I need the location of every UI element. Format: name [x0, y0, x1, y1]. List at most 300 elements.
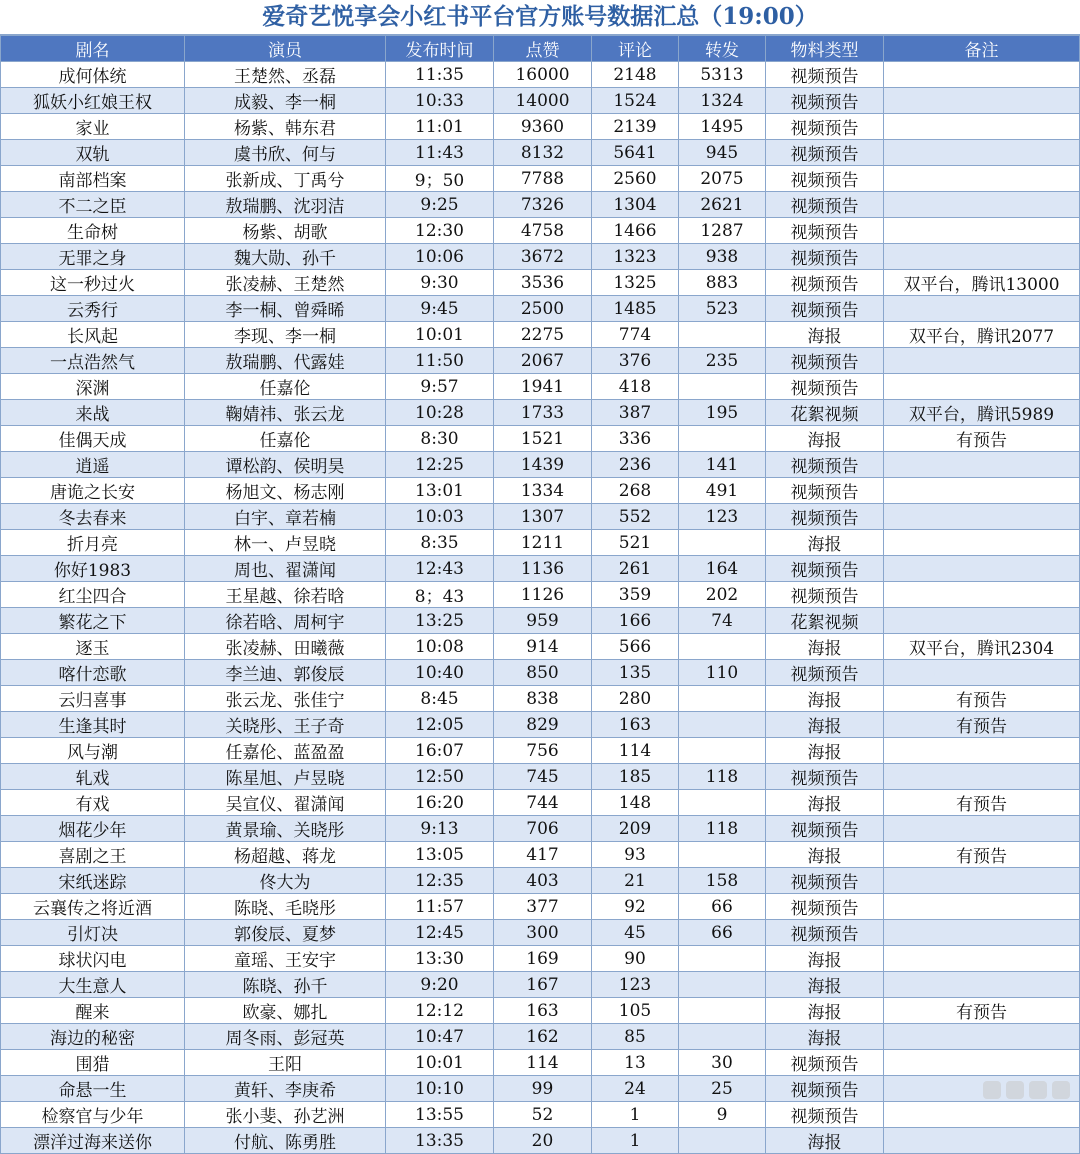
cell-shares [679, 712, 766, 738]
table-row [1, 114, 1080, 140]
cell-likes: 2275 [494, 322, 592, 348]
cell-notes [884, 608, 1080, 634]
cell-title: 生逢其时 [1, 712, 185, 738]
cell-likes: 1307 [494, 504, 592, 530]
cell-actors: 白宇、章若楠 [185, 504, 386, 530]
cell-notes [884, 114, 1080, 140]
cell-publish-time: 12:05 [386, 712, 494, 738]
cell-material-type: 海报 [766, 530, 884, 556]
cell-title: 宋纸迷踪 [1, 868, 185, 894]
cell-publish-time: 13:35 [386, 1128, 494, 1154]
cell-actors: 鞠婧祎、张云龙 [185, 400, 386, 426]
cell-likes: 756 [494, 738, 592, 764]
cell-actors: 张新成、丁禹兮 [185, 166, 386, 192]
cell-shares: 66 [679, 920, 766, 946]
cell-material-type: 视频预告 [766, 1050, 884, 1076]
cell-publish-time: 12:43 [386, 556, 494, 582]
cell-likes: 914 [494, 634, 592, 660]
table-row [1, 374, 1080, 400]
cell-actors: 王楚然、丞磊 [185, 62, 386, 88]
cell-shares: 110 [679, 660, 766, 686]
table-row [1, 452, 1080, 478]
cell-likes: 20 [494, 1128, 592, 1154]
watermark-mark [1029, 1081, 1047, 1099]
cell-title: 无罪之身 [1, 244, 185, 270]
cell-notes: 双平台，腾讯5989 [884, 400, 1080, 426]
cell-actors: 任嘉伦、蓝盈盈 [185, 738, 386, 764]
table-row [1, 192, 1080, 218]
cell-comments: 418 [592, 374, 679, 400]
cell-comments: 261 [592, 556, 679, 582]
cell-actors: 杨紫、韩东君 [185, 114, 386, 140]
cell-title: 长风起 [1, 322, 185, 348]
table-row [1, 504, 1080, 530]
cell-material-type: 视频预告 [766, 764, 884, 790]
cell-material-type: 视频预告 [766, 62, 884, 88]
cell-comments: 166 [592, 608, 679, 634]
cell-publish-time: 8:30 [386, 426, 494, 452]
watermark [983, 1081, 1070, 1099]
cell-likes: 850 [494, 660, 592, 686]
table-row [1, 868, 1080, 894]
cell-likes: 417 [494, 842, 592, 868]
cell-title: 冬去春来 [1, 504, 185, 530]
cell-notes [884, 192, 1080, 218]
cell-publish-time: 11:43 [386, 140, 494, 166]
cell-publish-time: 11:01 [386, 114, 494, 140]
cell-comments: 92 [592, 894, 679, 920]
cell-actors: 徐若晗、周柯宇 [185, 608, 386, 634]
header-row [1, 36, 1080, 62]
cell-shares: 491 [679, 478, 766, 504]
cell-title: 检察官与少年 [1, 1102, 185, 1128]
cell-likes: 1126 [494, 582, 592, 608]
table-row [1, 608, 1080, 634]
cell-material-type: 视频预告 [766, 1102, 884, 1128]
cell-likes: 163 [494, 998, 592, 1024]
cell-likes: 3536 [494, 270, 592, 296]
cell-title: 云秀行 [1, 296, 185, 322]
cell-comments: 336 [592, 426, 679, 452]
table-row [1, 738, 1080, 764]
cell-shares [679, 426, 766, 452]
watermark-mark [983, 1081, 1001, 1099]
cell-material-type: 视频预告 [766, 816, 884, 842]
cell-likes: 8132 [494, 140, 592, 166]
cell-likes: 16000 [494, 62, 592, 88]
cell-notes [884, 218, 1080, 244]
cell-material-type: 海报 [766, 972, 884, 998]
cell-material-type: 视频预告 [766, 894, 884, 920]
cell-actors: 任嘉伦 [185, 374, 386, 400]
cell-material-type: 花絮视频 [766, 608, 884, 634]
cell-notes [884, 946, 1080, 972]
cell-publish-time: 8；43 [386, 582, 494, 608]
cell-material-type: 视频预告 [766, 192, 884, 218]
cell-comments: 5641 [592, 140, 679, 166]
cell-comments: 21 [592, 868, 679, 894]
cell-comments: 387 [592, 400, 679, 426]
cell-comments: 135 [592, 660, 679, 686]
cell-material-type: 海报 [766, 1024, 884, 1050]
cell-title: 红尘四合 [1, 582, 185, 608]
cell-actors: 周也、翟潇闻 [185, 556, 386, 582]
cell-title: 家业 [1, 114, 185, 140]
cell-actors: 成毅、李一桐 [185, 88, 386, 114]
table-row [1, 426, 1080, 452]
cell-publish-time: 13:01 [386, 478, 494, 504]
cell-actors: 欧豪、娜扎 [185, 998, 386, 1024]
cell-publish-time: 12:30 [386, 218, 494, 244]
cell-likes: 99 [494, 1076, 592, 1102]
cell-notes [884, 894, 1080, 920]
cell-actors: 黄轩、李庚希 [185, 1076, 386, 1102]
cell-notes: 有预告 [884, 998, 1080, 1024]
cell-actors: 童瑶、王安宇 [185, 946, 386, 972]
cell-comments: 185 [592, 764, 679, 790]
cell-actors: 关晓彤、王子奇 [185, 712, 386, 738]
cell-material-type: 视频预告 [766, 348, 884, 374]
cell-comments: 1485 [592, 296, 679, 322]
cell-actors: 王星越、徐若晗 [185, 582, 386, 608]
cell-material-type: 海报 [766, 1128, 884, 1154]
cell-notes [884, 556, 1080, 582]
cell-publish-time: 10:01 [386, 1050, 494, 1076]
cell-notes: 有预告 [884, 790, 1080, 816]
cell-actors: 付航、陈勇胜 [185, 1128, 386, 1154]
cell-title: 唐诡之长安 [1, 478, 185, 504]
cell-likes: 2067 [494, 348, 592, 374]
header-actors: 演员 [185, 36, 386, 62]
cell-likes: 1941 [494, 374, 592, 400]
cell-comments: 163 [592, 712, 679, 738]
cell-shares: 30 [679, 1050, 766, 1076]
cell-title: 双轨 [1, 140, 185, 166]
cell-notes [884, 972, 1080, 998]
cell-likes: 403 [494, 868, 592, 894]
cell-material-type: 海报 [766, 322, 884, 348]
cell-shares [679, 972, 766, 998]
sheet-title: 爱奇艺悦享会小红书平台官方账号数据汇总（19:00） [0, 0, 1080, 35]
cell-title: 狐妖小红娘王权 [1, 88, 185, 114]
data-table [0, 35, 1080, 1154]
cell-title: 你好1983 [1, 556, 185, 582]
table-body [1, 62, 1080, 1154]
cell-actors: 张云龙、张佳宁 [185, 686, 386, 712]
cell-notes [884, 1050, 1080, 1076]
cell-material-type: 视频预告 [766, 166, 884, 192]
cell-title: 逍遥 [1, 452, 185, 478]
cell-notes [884, 1102, 1080, 1128]
table-row [1, 166, 1080, 192]
cell-likes: 1521 [494, 426, 592, 452]
cell-comments: 114 [592, 738, 679, 764]
cell-comments: 105 [592, 998, 679, 1024]
cell-comments: 359 [592, 582, 679, 608]
cell-comments: 280 [592, 686, 679, 712]
cell-title: 喜剧之王 [1, 842, 185, 868]
cell-shares [679, 686, 766, 712]
cell-publish-time: 13:05 [386, 842, 494, 868]
table-row [1, 764, 1080, 790]
cell-likes: 959 [494, 608, 592, 634]
cell-notes [884, 530, 1080, 556]
cell-material-type: 视频预告 [766, 218, 884, 244]
cell-publish-time: 9:20 [386, 972, 494, 998]
cell-shares [679, 790, 766, 816]
cell-likes: 4758 [494, 218, 592, 244]
cell-likes: 3672 [494, 244, 592, 270]
watermark-mark [1052, 1081, 1070, 1099]
cell-material-type: 视频预告 [766, 270, 884, 296]
cell-comments: 1323 [592, 244, 679, 270]
cell-actors: 郭俊辰、夏梦 [185, 920, 386, 946]
cell-title: 烟花少年 [1, 816, 185, 842]
cell-comments: 85 [592, 1024, 679, 1050]
cell-shares [679, 1128, 766, 1154]
cell-shares [679, 842, 766, 868]
cell-actors: 敖瑞鹏、沈羽洁 [185, 192, 386, 218]
cell-publish-time: 9:30 [386, 270, 494, 296]
cell-actors: 李现、李一桐 [185, 322, 386, 348]
cell-likes: 2500 [494, 296, 592, 322]
cell-publish-time: 10:33 [386, 88, 494, 114]
cell-shares: 74 [679, 608, 766, 634]
cell-title: 来战 [1, 400, 185, 426]
cell-likes: 9360 [494, 114, 592, 140]
cell-actors: 陈星旭、卢昱晓 [185, 764, 386, 790]
cell-publish-time: 10:40 [386, 660, 494, 686]
cell-notes: 有预告 [884, 426, 1080, 452]
cell-shares: 141 [679, 452, 766, 478]
cell-material-type: 视频预告 [766, 582, 884, 608]
cell-likes: 829 [494, 712, 592, 738]
cell-notes: 双平台，腾讯2077 [884, 322, 1080, 348]
cell-material-type: 视频预告 [766, 114, 884, 140]
table-row [1, 270, 1080, 296]
cell-title: 云归喜事 [1, 686, 185, 712]
cell-shares: 2621 [679, 192, 766, 218]
cell-comments: 13 [592, 1050, 679, 1076]
cell-material-type: 海报 [766, 634, 884, 660]
cell-notes [884, 296, 1080, 322]
cell-title: 折月亮 [1, 530, 185, 556]
cell-material-type: 视频预告 [766, 1076, 884, 1102]
cell-notes [884, 920, 1080, 946]
cell-likes: 838 [494, 686, 592, 712]
cell-shares: 25 [679, 1076, 766, 1102]
cell-title: 不二之臣 [1, 192, 185, 218]
cell-material-type: 海报 [766, 686, 884, 712]
cell-publish-time: 9:45 [386, 296, 494, 322]
cell-publish-time: 12:35 [386, 868, 494, 894]
table-row [1, 218, 1080, 244]
cell-material-type: 视频预告 [766, 374, 884, 400]
cell-title: 醒来 [1, 998, 185, 1024]
cell-notes [884, 738, 1080, 764]
cell-material-type: 视频预告 [766, 868, 884, 894]
cell-shares: 123 [679, 504, 766, 530]
cell-notes [884, 374, 1080, 400]
header-likes: 点赞 [494, 36, 592, 62]
cell-actors: 魏大勋、孙千 [185, 244, 386, 270]
cell-notes [884, 140, 1080, 166]
cell-material-type: 视频预告 [766, 140, 884, 166]
cell-actors: 王阳 [185, 1050, 386, 1076]
header-shares: 转发 [679, 36, 766, 62]
cell-publish-time: 10:01 [386, 322, 494, 348]
cell-likes: 1439 [494, 452, 592, 478]
cell-comments: 1325 [592, 270, 679, 296]
cell-likes: 7788 [494, 166, 592, 192]
table-row [1, 1050, 1080, 1076]
cell-shares: 2075 [679, 166, 766, 192]
cell-material-type: 视频预告 [766, 660, 884, 686]
cell-likes: 169 [494, 946, 592, 972]
header-material-type: 物料类型 [766, 36, 884, 62]
cell-actors: 陈晓、毛晓彤 [185, 894, 386, 920]
cell-notes [884, 816, 1080, 842]
cell-title: 大生意人 [1, 972, 185, 998]
cell-actors: 虞书欣、何与 [185, 140, 386, 166]
cell-actors: 吴宣仪、翟潇闻 [185, 790, 386, 816]
cell-comments: 552 [592, 504, 679, 530]
cell-actors: 任嘉伦 [185, 426, 386, 452]
cell-comments: 148 [592, 790, 679, 816]
cell-actors: 杨紫、胡歌 [185, 218, 386, 244]
cell-notes [884, 1128, 1080, 1154]
cell-shares: 1324 [679, 88, 766, 114]
cell-title: 风与潮 [1, 738, 185, 764]
cell-material-type: 海报 [766, 946, 884, 972]
table-row [1, 634, 1080, 660]
cell-publish-time: 16:20 [386, 790, 494, 816]
cell-comments: 2560 [592, 166, 679, 192]
cell-publish-time: 13:25 [386, 608, 494, 634]
cell-notes [884, 452, 1080, 478]
cell-notes: 有预告 [884, 712, 1080, 738]
cell-shares [679, 998, 766, 1024]
cell-actors: 杨超越、蒋龙 [185, 842, 386, 868]
cell-likes: 706 [494, 816, 592, 842]
cell-shares [679, 946, 766, 972]
header-notes: 备注 [884, 36, 1080, 62]
cell-publish-time: 9；50 [386, 166, 494, 192]
cell-shares [679, 374, 766, 400]
cell-material-type: 视频预告 [766, 296, 884, 322]
table-row [1, 920, 1080, 946]
cell-title: 轧戏 [1, 764, 185, 790]
header-publish-time: 发布时间 [386, 36, 494, 62]
cell-shares [679, 322, 766, 348]
cell-comments: 90 [592, 946, 679, 972]
table-row [1, 842, 1080, 868]
cell-publish-time: 11:50 [386, 348, 494, 374]
cell-publish-time: 12:12 [386, 998, 494, 1024]
cell-comments: 45 [592, 920, 679, 946]
cell-comments: 1304 [592, 192, 679, 218]
table-row [1, 1076, 1080, 1102]
cell-publish-time: 10:06 [386, 244, 494, 270]
cell-comments: 1466 [592, 218, 679, 244]
cell-publish-time: 10:10 [386, 1076, 494, 1102]
table-row [1, 1128, 1080, 1154]
cell-title: 佳偶天成 [1, 426, 185, 452]
cell-likes: 1733 [494, 400, 592, 426]
cell-actors: 谭松韵、侯明昊 [185, 452, 386, 478]
cell-material-type: 花絮视频 [766, 400, 884, 426]
cell-material-type: 海报 [766, 998, 884, 1024]
table-row [1, 88, 1080, 114]
cell-actors: 林一、卢昱晓 [185, 530, 386, 556]
table-row [1, 244, 1080, 270]
cell-publish-time: 8:45 [386, 686, 494, 712]
cell-actors: 张凌赫、田曦薇 [185, 634, 386, 660]
cell-shares: 9 [679, 1102, 766, 1128]
cell-publish-time: 12:45 [386, 920, 494, 946]
cell-material-type: 视频预告 [766, 478, 884, 504]
table-row [1, 712, 1080, 738]
cell-title: 繁花之下 [1, 608, 185, 634]
cell-notes: 双平台，腾讯13000 [884, 270, 1080, 296]
cell-likes: 1211 [494, 530, 592, 556]
cell-actors: 李一桐、曾舜晞 [185, 296, 386, 322]
cell-shares [679, 1024, 766, 1050]
cell-shares: 202 [679, 582, 766, 608]
cell-material-type: 海报 [766, 426, 884, 452]
cell-material-type: 视频预告 [766, 556, 884, 582]
cell-comments: 93 [592, 842, 679, 868]
cell-notes [884, 244, 1080, 270]
cell-likes: 745 [494, 764, 592, 790]
cell-shares: 66 [679, 894, 766, 920]
cell-publish-time: 10:03 [386, 504, 494, 530]
cell-actors: 张小斐、孙艺洲 [185, 1102, 386, 1128]
cell-comments: 24 [592, 1076, 679, 1102]
cell-comments: 376 [592, 348, 679, 374]
cell-title: 围猎 [1, 1050, 185, 1076]
cell-notes [884, 764, 1080, 790]
cell-shares: 1495 [679, 114, 766, 140]
cell-publish-time: 10:28 [386, 400, 494, 426]
table-row [1, 62, 1080, 88]
cell-likes: 167 [494, 972, 592, 998]
table-row [1, 816, 1080, 842]
cell-publish-time: 13:30 [386, 946, 494, 972]
header-title: 剧名 [1, 36, 185, 62]
cell-publish-time: 10:08 [386, 634, 494, 660]
cell-comments: 123 [592, 972, 679, 998]
cell-shares [679, 634, 766, 660]
cell-notes [884, 660, 1080, 686]
cell-actors: 张凌赫、王楚然 [185, 270, 386, 296]
cell-publish-time: 9:13 [386, 816, 494, 842]
table-row [1, 582, 1080, 608]
table-row [1, 348, 1080, 374]
cell-notes [884, 868, 1080, 894]
table-row [1, 400, 1080, 426]
cell-shares [679, 530, 766, 556]
cell-title: 这一秒过火 [1, 270, 185, 296]
cell-title: 云襄传之将近酒 [1, 894, 185, 920]
table-row [1, 1102, 1080, 1128]
cell-shares [679, 738, 766, 764]
cell-title: 生命树 [1, 218, 185, 244]
cell-title: 漂洋过海来送你 [1, 1128, 185, 1154]
cell-title: 逐玉 [1, 634, 185, 660]
cell-material-type: 视频预告 [766, 920, 884, 946]
cell-title: 命悬一生 [1, 1076, 185, 1102]
